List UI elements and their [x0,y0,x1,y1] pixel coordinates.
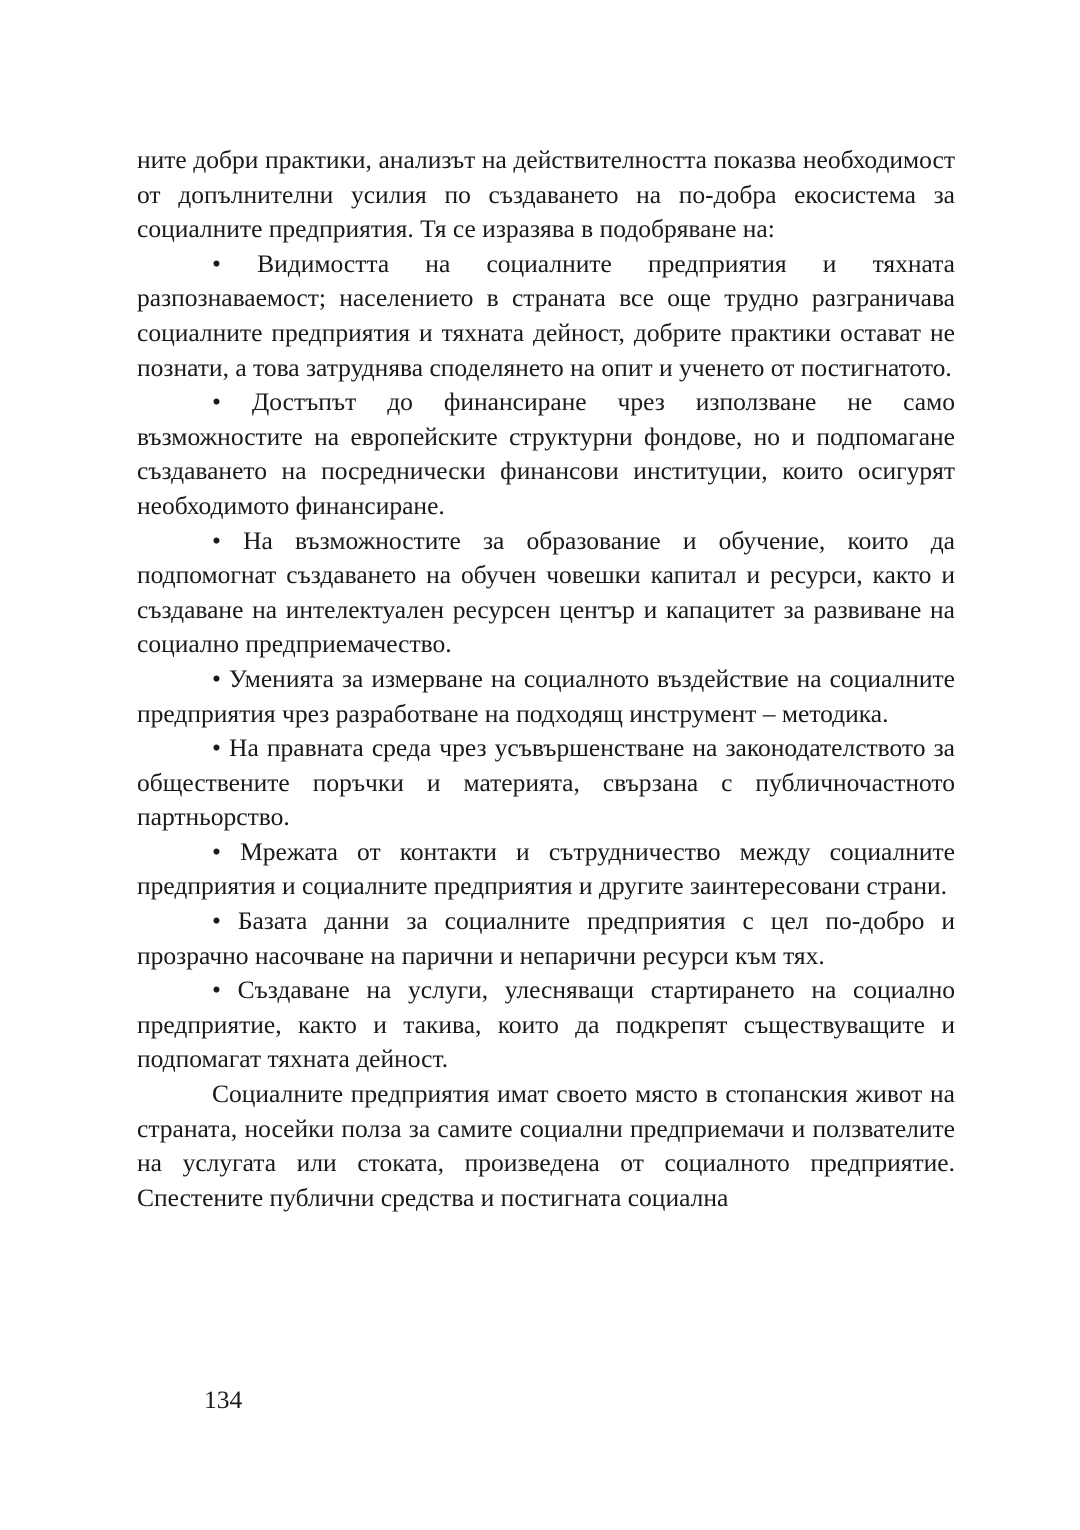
paragraph-intro: ните добри практики, анализът на действителността показва необходимост от допълнителни усилия по създаването на по-добра екосистема за социалните предприятия. Тя се изразява в подобряване на: [137,145,955,244]
bullet-database: • Базата данни за социалните предприятия с цел по-добро и прозрачно насочване на парични и непарични ресурси към тях. [137,906,955,970]
bullet-impact-measurement: • Уменията за измерване на социалното въздействие на социалните предприятия чрез разработване на подходящ инструмент – методика. [137,663,955,728]
bullet-legal-environment: • На правната среда чрез усъвършенстване на законодателството за обществените поръчки и материята, свързана с публичночастното партньорство. [137,733,955,832]
bullet-services: • Създаване на услуги, улесняващи стартирането на социално предприятие, както и такива, които да подкрепят съществуващите и подпомагат тяхната дейност. [137,975,955,1074]
bullet-network: • Мрежата от контакти и сътрудничество между социалните предприятия и социалните предприятия и другите заинтересовани страни. [137,836,955,901]
bullet-financing-access: • Достъпът до финансиране чрез използване не само възможностите на европейските структурни фондове, но и подпомагане създаването на посреднически финансови институции, които осигурят необходимото финансиране. [137,387,955,520]
page-number: 134 [204,1385,243,1414]
bullet-visibility: • Видимостта на социалните предприятия и тяхната разпознаваемост; населението в страната все още трудно разграничава социалните предприятия и тяхната дейност, добрите практики остават не познати, а това затруднява споделянето на опит и ученето от постигнатото. [137,248,955,382]
paragraph-conclusion: Социалните предприятия имат своето място в стопанския живот на страната, носейки полза за самите социални предприемачи и ползвателите на услугата или стоката, произведена от социалното предприятие. Спестените публични средства и постигната социална [137,1079,955,1212]
bullet-education: • На възможностите за образование и обучение, които да подпомогнат създаването на обучен човешки капитал и ресурси, както и създаване на интелектуален ресурсен център и капацитет за развиване на социално предприемачество. [137,525,955,659]
page-body [137,143,955,1215]
